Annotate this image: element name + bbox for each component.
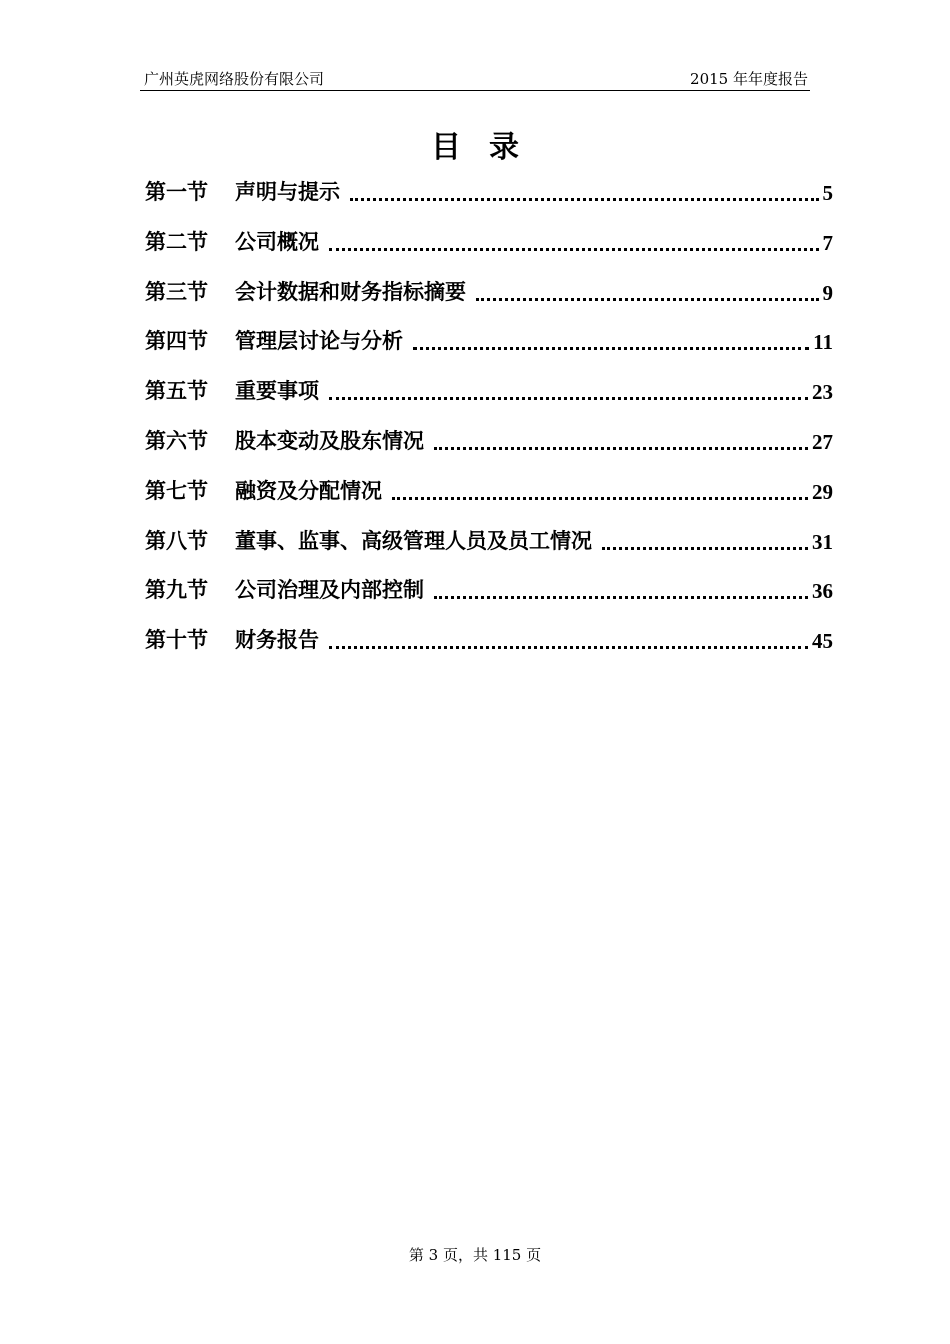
toc-dot-leader [329,618,808,649]
toc-page-number: 11 [813,330,833,355]
toc-dot-leader [434,419,808,450]
toc-section-number: 第九节 [145,577,208,603]
toc-section-number: 第六节 [145,427,208,453]
toc-section-number: 第五节 [145,378,208,404]
toc-dot-leader [413,319,809,350]
toc-dot-leader [350,170,819,201]
toc-entry[interactable] [145,624,833,654]
toc-dot-leader [434,568,808,599]
toc-entry[interactable] [145,425,833,455]
toc-entry[interactable] [145,525,833,555]
page-footer: 第 3 页，共 115 页 [408,1246,542,1264]
toc-entry[interactable] [145,574,833,604]
toc-section-title: 会计数据和财务指标摘要 [235,278,466,304]
toc-section-title: 管理层讨论与分析 [235,328,403,354]
toc-entry[interactable] [145,475,833,505]
toc-section-number: 第一节 [145,179,208,204]
toc-title: 目录 [431,130,547,165]
toc-entry[interactable] [145,375,833,405]
toc-section-number: 第四节 [145,328,208,354]
toc-page-number: 31 [812,529,833,554]
toc-dot-leader [476,270,819,301]
toc-entry[interactable] [145,325,833,355]
toc-section-title: 公司概况 [235,228,319,254]
toc-page-number: 36 [812,579,833,604]
toc-section-title: 财务报告 [235,627,319,653]
toc-page-number: 27 [812,429,833,454]
toc-page-number: 5 [822,181,833,205]
toc-dot-leader [329,220,819,251]
toc-section-number: 第十节 [145,627,208,653]
toc-dot-leader [392,469,808,500]
toc-page-number: 9 [822,280,833,305]
toc-entry[interactable] [145,276,833,306]
toc-section-title: 股本变动及股东情况 [235,427,424,453]
toc-section-title: 重要事项 [235,378,319,404]
toc-section-number: 第八节 [145,527,208,553]
toc-entry[interactable] [145,176,833,206]
toc-section-title: 公司治理及内部控制 [235,577,424,603]
toc-page-number: 29 [812,479,833,504]
toc-section-title: 董事、监事、高级管理人员及员工情况 [235,527,592,553]
toc-section-number: 第三节 [145,278,208,304]
toc-section-title: 融资及分配情况 [235,477,382,503]
header-report-title: 2015 年年度报告 [690,70,808,88]
toc-dot-leader [602,519,808,550]
page-header [140,66,810,91]
toc-page-number: 7 [822,230,833,255]
toc-section-title: 声明与提示 [235,179,340,204]
header-company-name: 广州英虎网络股份有限公司 [144,70,325,88]
toc-section-number: 第二节 [145,228,208,254]
toc-page-number: 45 [812,629,833,654]
toc-section-number: 第七节 [145,477,208,503]
toc-dot-leader [329,369,808,400]
toc-page-number: 23 [812,380,833,405]
table-of-contents [145,176,833,674]
toc-entry[interactable] [145,226,833,256]
